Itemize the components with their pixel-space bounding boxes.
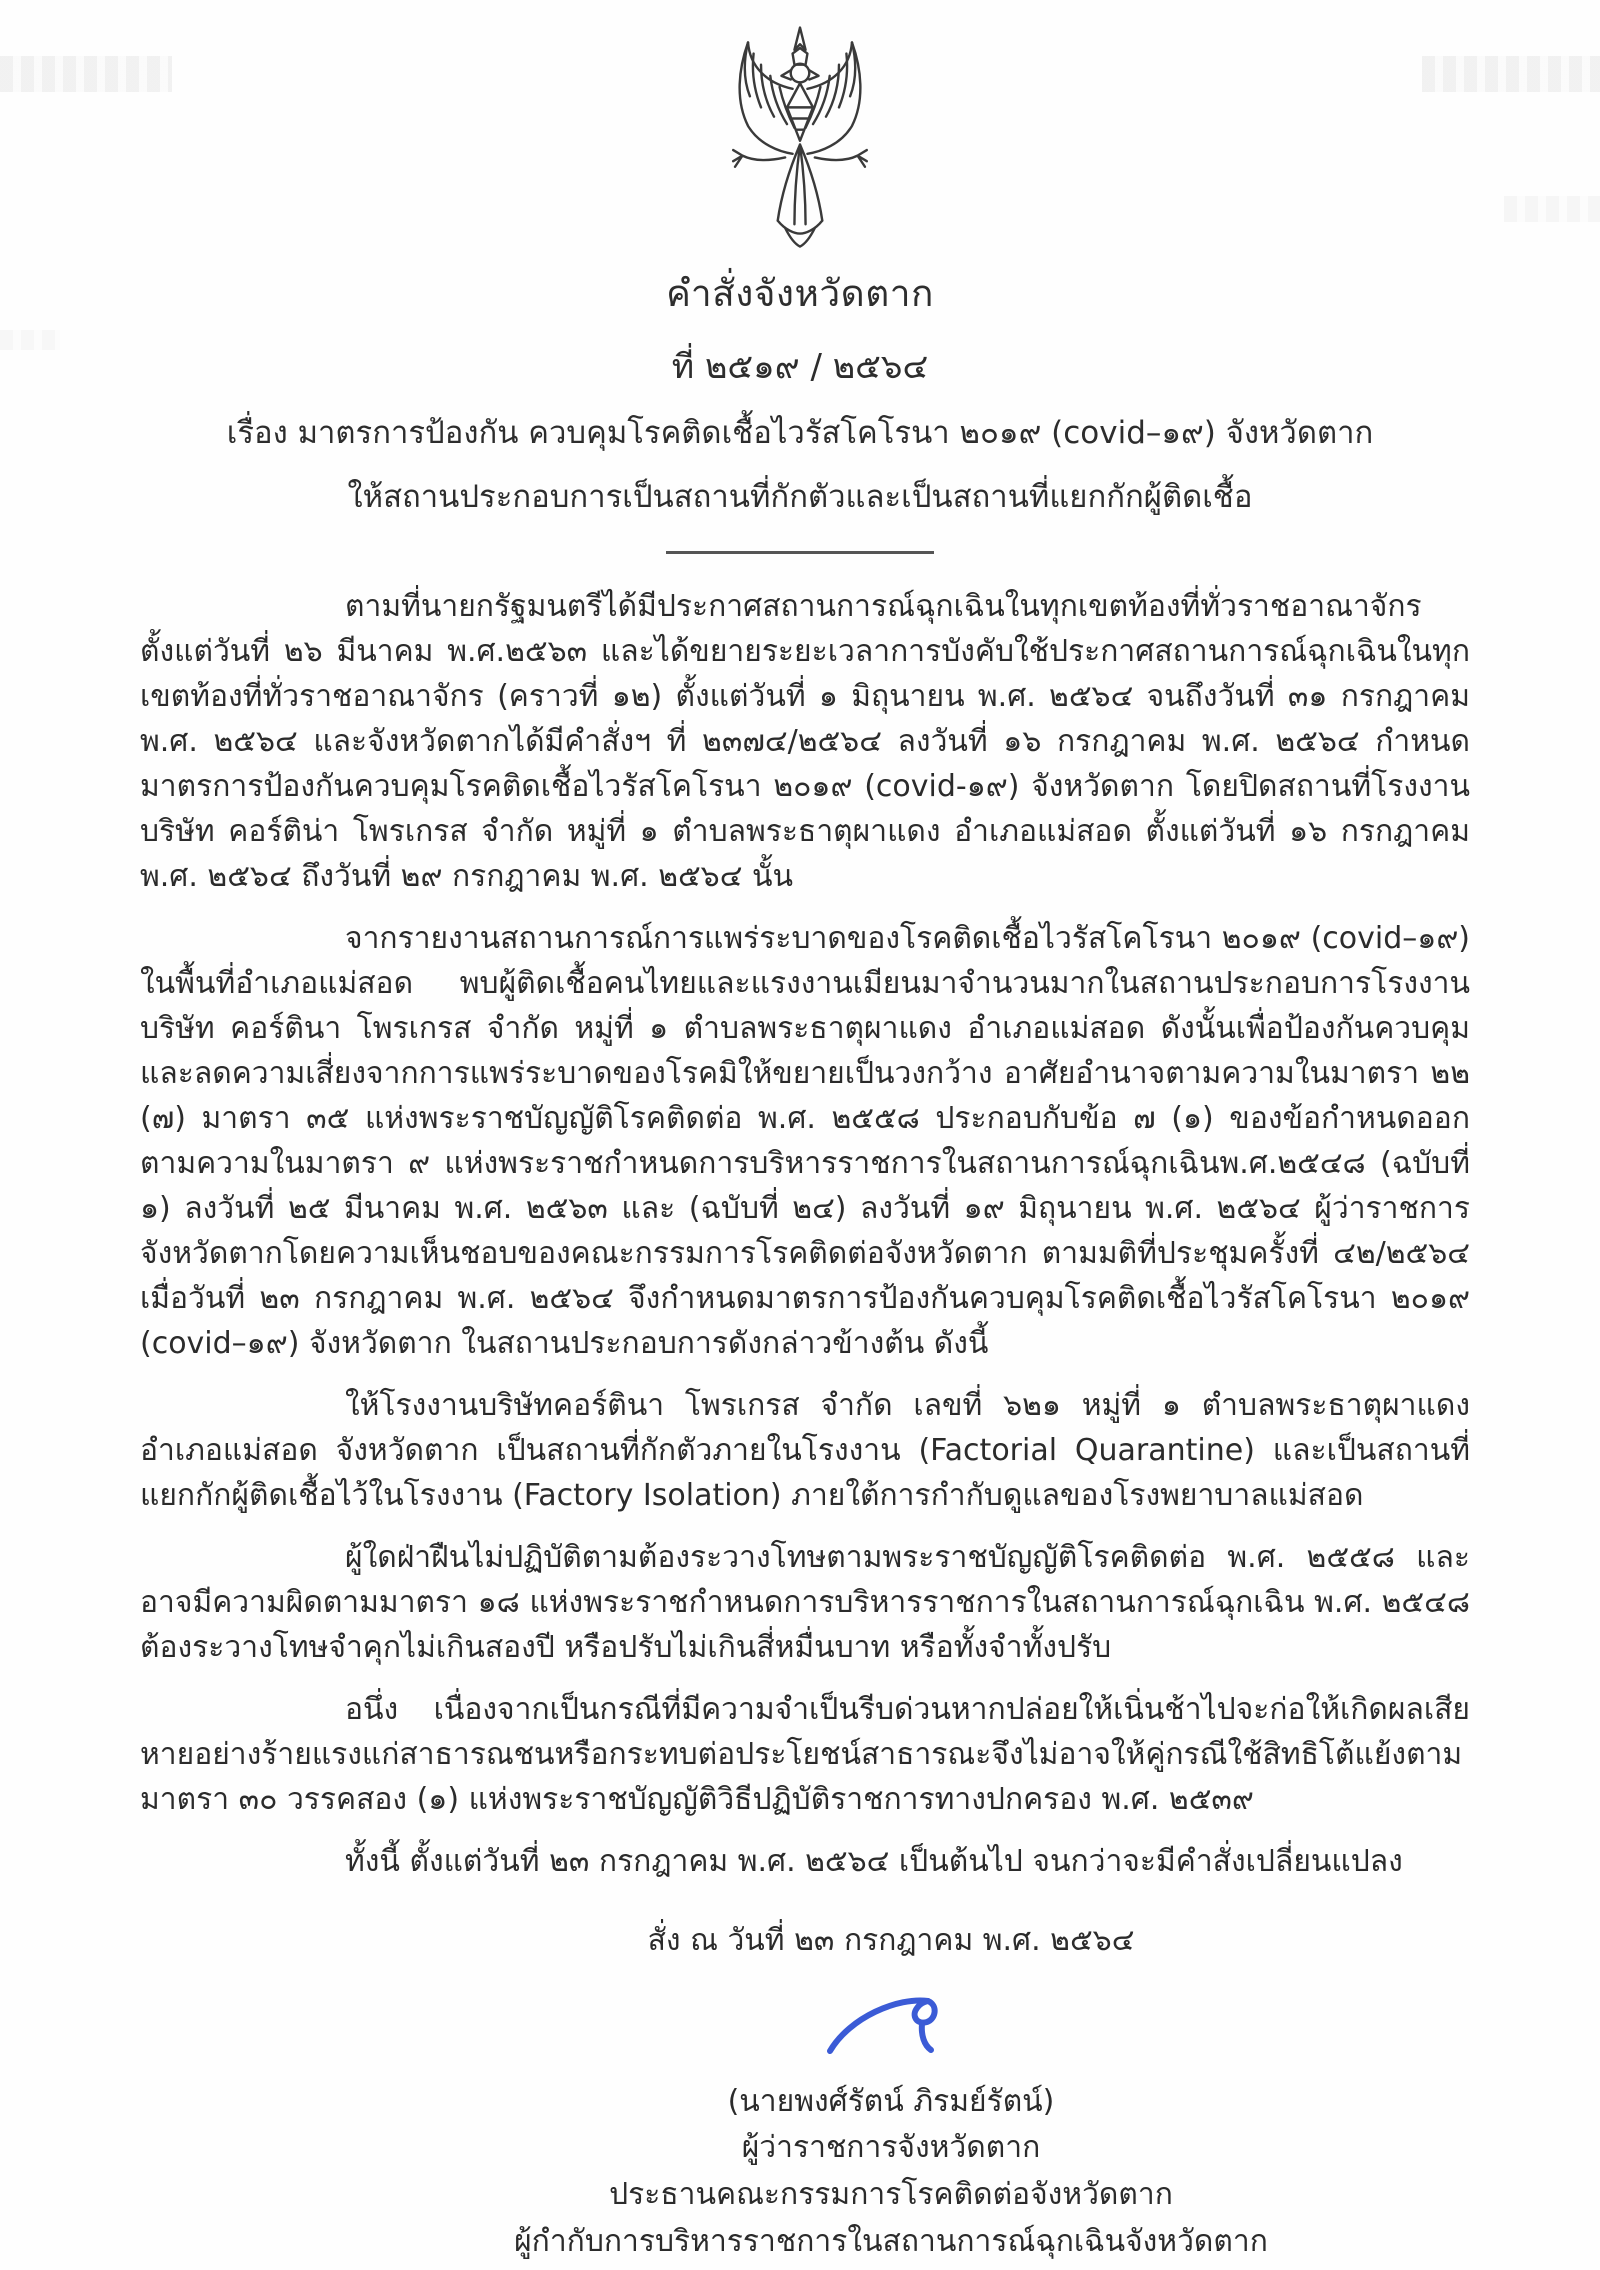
signatory-name: (นายพงศ์รัตน์ ภิรมย์รัตน์) (727, 2084, 1055, 2119)
subject-line-2: ให้สถานประกอบการเป็นสถานที่กักตัวและเป็นสถานที่แยกกักผู้ติดเชื้อ (347, 479, 1253, 515)
document-body (0, 554, 1600, 2265)
paragraph-situation: จากรายงานสถานการณ์การแพร่ระบาดของโรคติดเชื้อไวรัสโคโรนา ๒๐๑๙ (covid–๑๙) ในพื้นที่อำเภอแม่สอด พบผู้ติดเชื้อคนไทยและแรงงานเมียนมาจำนวนมากในสถานประกอบการโรงงานบริษัท คอร์ตินา โพรเกรส จำกัด หมู่ที่ ๑ ตำบลพระธาตุผาแดง อำเภอแม่สอด ดังนั้นเพื่อป้องกันควบคุมและลดความเสี่ยงจากการแพร่ระบาดของโรคมิให้ขยายเป็นวงกว้าง อาศัยอำนาจตามความในมาตรา ๒๒ (๗) มาตรา ๓๕ แห่งพระราชบัญญัติโรคติดต่อ พ.ศ. ๒๕๕๘ ประกอบกับข้อ ๗ (๑) ของข้อกำหนดออกตามความในมาตรา ๙ แห่งพระราชกำหนดการบริหารราชการในสถานการณ์ฉุกเฉินพ.ศ.๒๕๔๘ (ฉบับที่ ๑) ลงวันที่ ๒๕ มีนาคม พ.ศ. ๒๕๖๓ และ (ฉบับที่ ๒๔) ลงวันที่ ๑๙ มิถุนายน พ.ศ. ๒๕๖๔ ผู้ว่าราชการจังหวัดตากโดยความเห็นชอบของคณะกรรมการโรคติดต่อจังหวัดตาก ตามมติที่ประชุมครั้งที่ ๔๒/๒๕๖๔ เมื่อวันที่ ๒๓ กรกฎาคม พ.ศ. ๒๕๖๔ จึงกำหนดมาตรการป้องกันควบคุมโรคติดเชื้อไวรัสโคโรนา ๒๐๑๙ (covid–๑๙) จังหวัดตาก ในสถานประกอบการดังกล่าวข้างต้น ดังนี้ (140, 921, 1470, 1361)
paragraph-order: ให้โรงงานบริษัทคอร์ตินา โพรเกรส จำกัด เลขที่ ๖๒๑ หมู่ที่ ๑ ตำบลพระธาตุผาแดง อำเภอแม่สอด จังหวัดตาก เป็นสถานที่กักตัวภายในโรงงาน (Factorial Quarantine) และเป็นสถานที่แยกกักผู้ติดเชื้อไว้ในโรงงาน (Factory Isolation) ภายใต้การกำกับดูแลของโรงพยาบาลแม่สอด (140, 1388, 1470, 1513)
garuda-emblem-icon (686, 22, 914, 254)
signatory-title-2: ประธานคณะกรรมการโรคติดต่อจังหวัดตาก (609, 2177, 1173, 2212)
issued-date-line: สั่ง ณ วันที่ ๒๓ กรกฎาคม พ.ศ. ๒๕๖๔ (647, 1923, 1135, 1958)
document-number: ที่ ๒๕๑๙ / ๒๕๖๔ (671, 347, 929, 387)
signatory-title-3: ผู้กำกับการบริหารราชการในสถานการณ์ฉุกเฉินจังหวัดตาก (514, 2224, 1268, 2259)
effective-date-line: ทั้งนี้ ตั้งแต่วันที่ ๒๓ กรกฎาคม พ.ศ. ๒๕๖๔ เป็นต้นไป จนกว่าจะมีคำสั่งเปลี่ยนแปลง (345, 1844, 1403, 1879)
subject-line-1: เรื่อง มาตรการป้องกัน ควบคุมโรคติดเชื้อไวรัสโคโรนา ๒๐๑๙ (covid–๑๙) จังหวัดตาก (226, 415, 1374, 451)
document-title: คำสั่งจังหวัดตาก (666, 272, 934, 315)
paragraph-urgency: อนึ่ง เนื่องจากเป็นกรณีที่มีความจำเป็นรีบด่วนหากปล่อยให้เนิ่นช้าไปจะก่อให้เกิดผลเสียหายอย่างร้ายแรงแก่สาธารณชนหรือกระทบต่อประโยชน์สาธารณะจึงไม่อาจให้คู่กรณีใช้สิทธิโต้แย้งตามมาตรา ๓๐ วรรคสอง (๑) แห่งพระราชบัญญัติวิธีปฏิบัติราชการทางปกครอง พ.ศ. ๒๕๓๙ (140, 1692, 1470, 1817)
signature-ink-icon (816, 1989, 966, 2069)
signatory-title-1: ผู้ว่าราชการจังหวัดตาก (741, 2130, 1041, 2165)
issuance-block (226, 1918, 1556, 2265)
paragraph-penalty: ผู้ใดฝ่าฝืนไม่ปฏิบัติตามต้องระวางโทษตามพระราชบัญญัติโรคติดต่อ พ.ศ. ๒๕๕๘ และอาจมีความผิดตามมาตรา ๑๘ แห่งพระราชกำหนดการบริหารราชการในสถานการณ์ฉุกเฉิน พ.ศ. ๒๕๔๘ ต้องระวางโทษจำคุกไม่เกินสองปี หรือปรับไม่เกินสี่หมื่นบาท หรือทั้งจำทั้งปรับ (140, 1540, 1470, 1665)
paragraph-preamble: ตามที่นายกรัฐมนตรีได้มีประกาศสถานการณ์ฉุกเฉินในทุกเขตท้องที่ทั่วราชอาณาจักรตั้งแต่วันที่ ๒๖ มีนาคม พ.ศ.๒๕๖๓ และได้ขยายระยะเวลาการบังคับใช้ประกาศสถานการณ์ฉุกเฉินในทุกเขตท้องที่ทั่วราชอาณาจักร (คราวที่ ๑๒) ตั้งแต่วันที่ ๑ มิถุนายน พ.ศ. ๒๕๖๔ จนถึงวันที่ ๓๑ กรกฎาคม พ.ศ. ๒๕๖๔ และจังหวัดตากได้มีคำสั่งฯ ที่ ๒๓๗๔/๒๕๖๔ ลงวันที่ ๑๖ กรกฎาคม พ.ศ. ๒๕๖๔ กำหนดมาตรการป้องกันควบคุมโรคติดเชื้อไวรัสโคโรนา ๒๐๑๙ (covid-๑๙) จังหวัดตาก โดยปิดสถานที่โรงงานบริษัท คอร์ติน่า โพรเกรส จำกัด หมู่ที่ ๑ ตำบลพระธาตุผาแดง อำเภอแม่สอด ตั้งแต่วันที่ ๑๖ กรกฎาคม พ.ศ. ๒๕๖๔ ถึงวันที่ ๒๙ กรกฎาคม พ.ศ. ๒๕๖๔ นั้น (140, 589, 1470, 894)
document-header (0, 0, 1600, 554)
